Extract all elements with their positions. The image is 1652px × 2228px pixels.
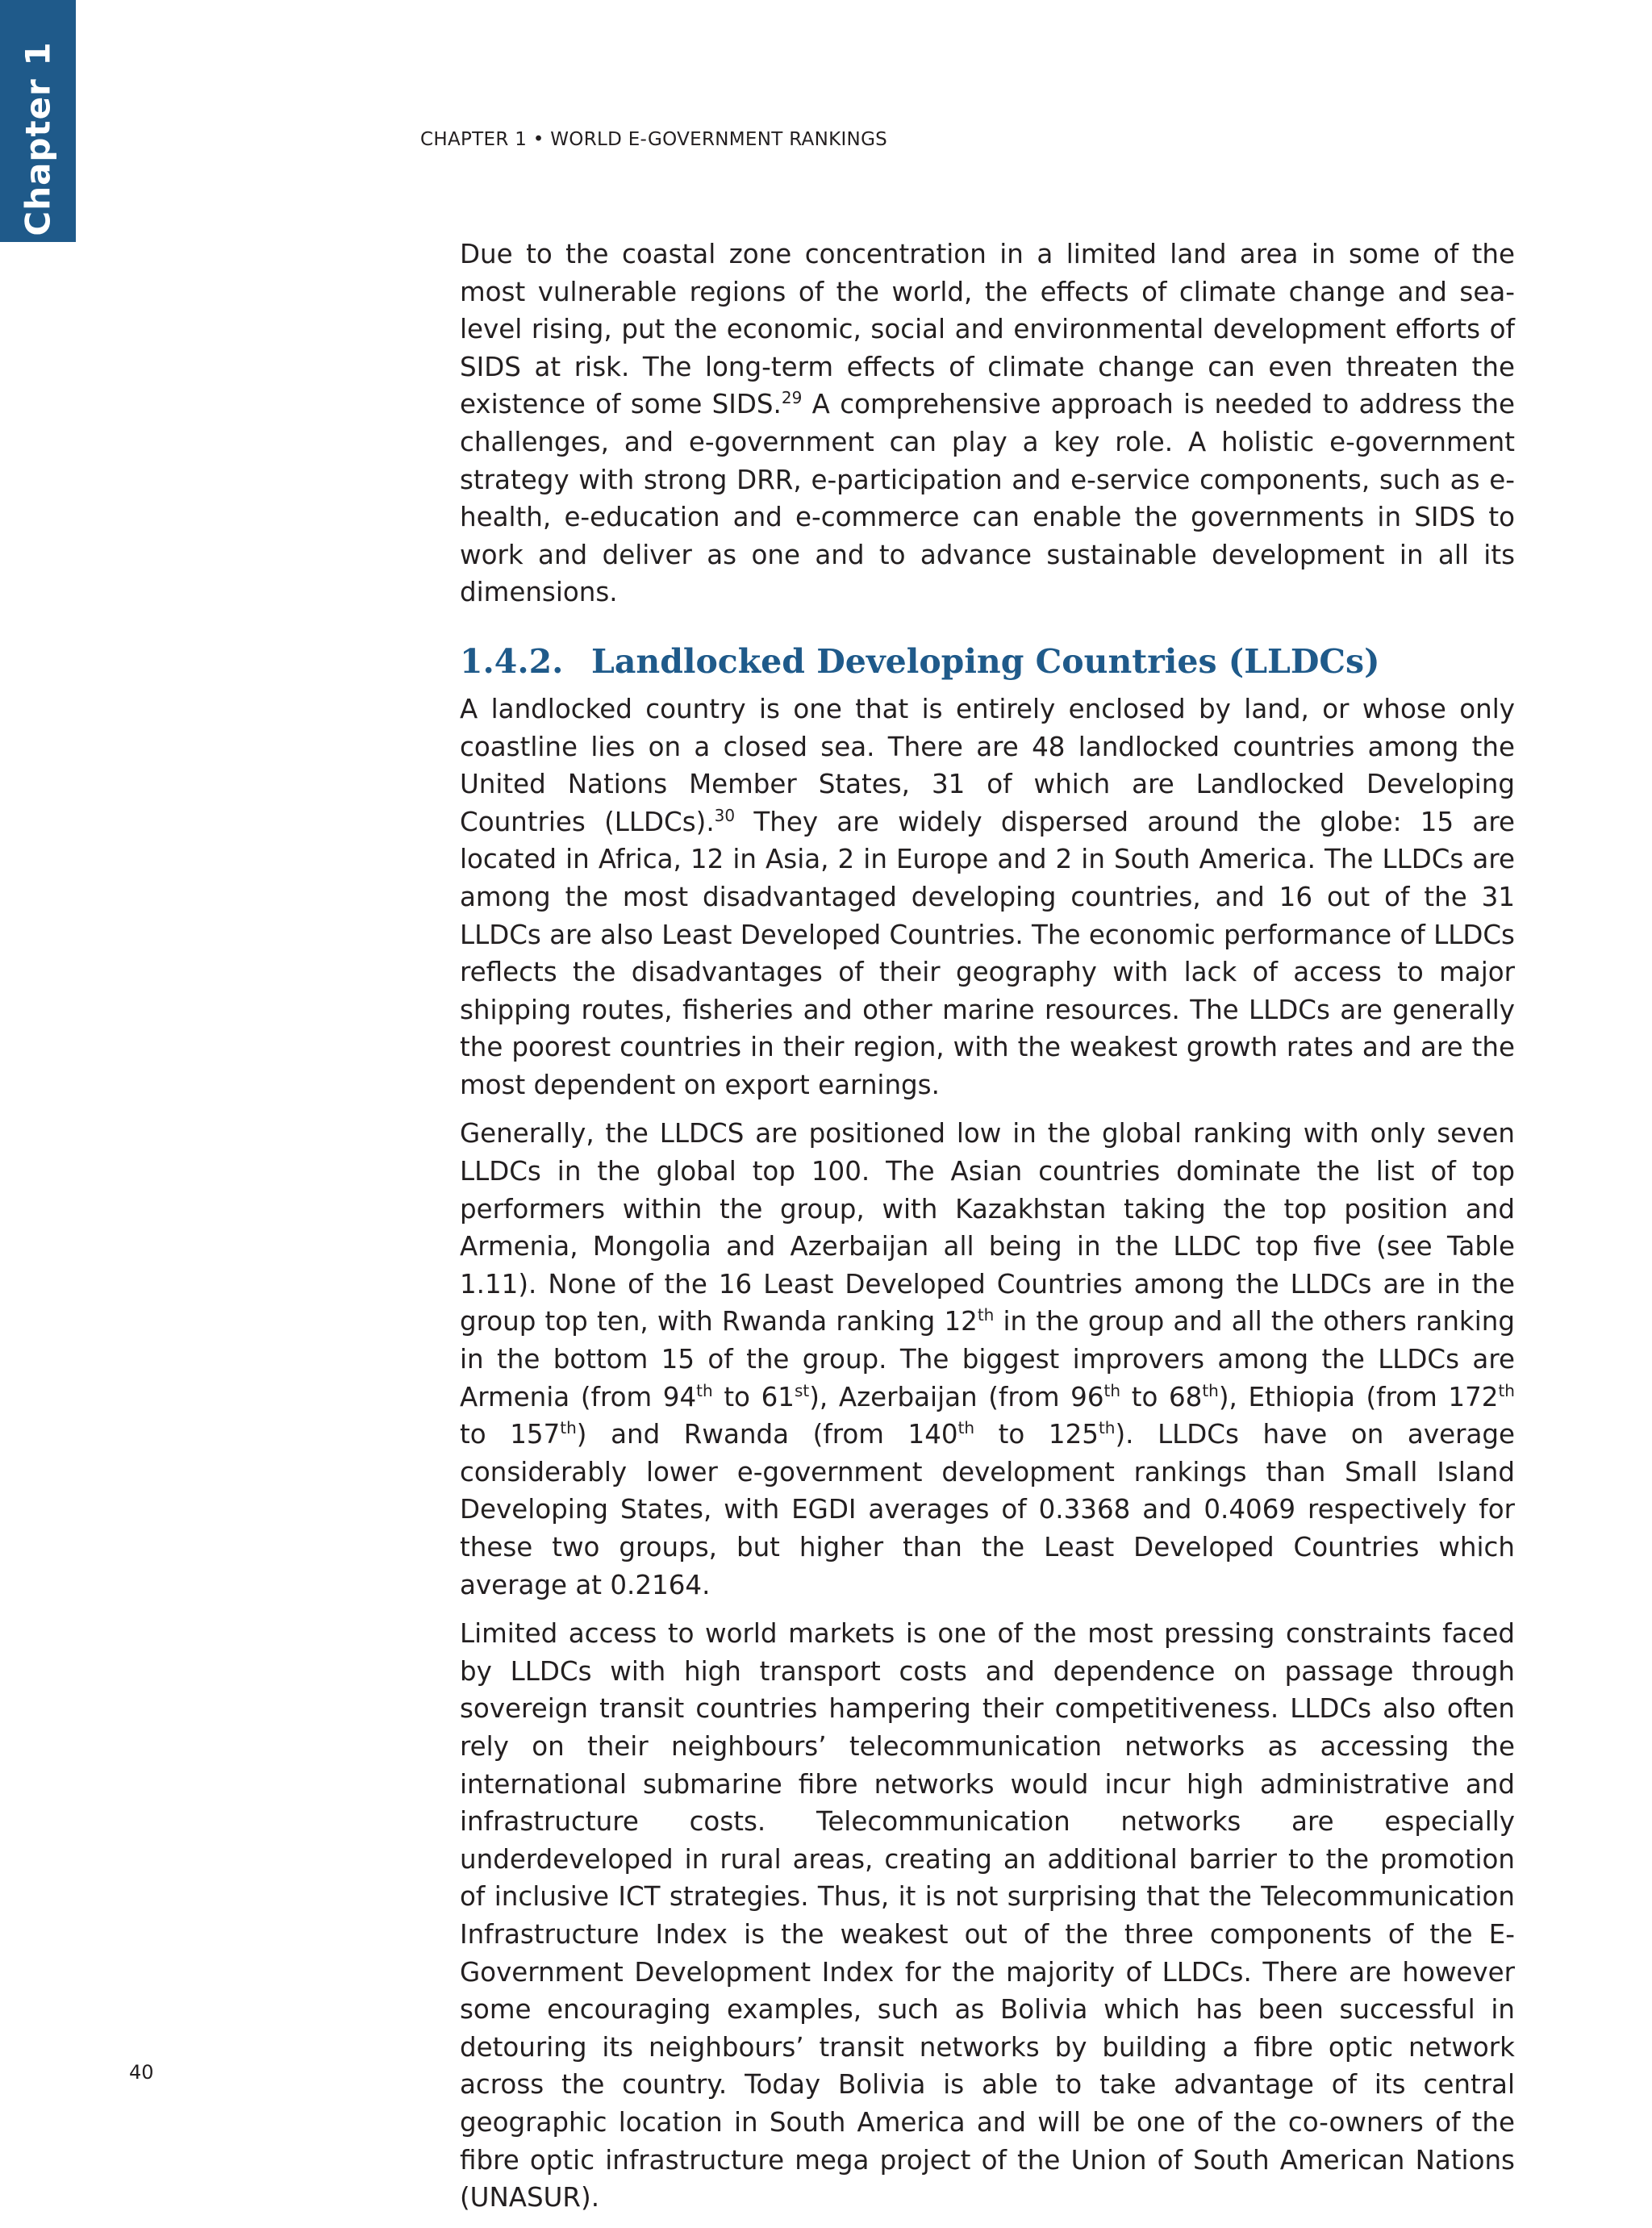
ordinal-suffix: th [1098, 1418, 1116, 1438]
paragraph-text: ) and Rwanda (from 140 [576, 1419, 958, 1450]
paragraph-text: ), Ethiopia (from 172 [1218, 1381, 1499, 1412]
paragraph-text: They are widely dispersed around the globe: 15 are located in Africa, 12 in Asia, 2 in Europe and 2 in South America. The LLDCs are among the most disadvantaged developing countries, and 16 out of the 31 LLDCs are also Least Developed Countries. The economic performance of LLDCs reflects the disadvantages of their geography with lack of access to major shipping routes, fisheries and other marine resources. The LLDCs are generally the poorest countries in their region, with the weakest growth rates and are the most dependent on export earnings. [460, 806, 1515, 1100]
section-number: 1.4.2. [460, 641, 564, 681]
ordinal-suffix: th [977, 1305, 995, 1325]
chapter-tab [0, 0, 76, 242]
footnote-ref-29: 29 [781, 388, 803, 408]
paragraph-landlocked-definition [460, 691, 1515, 1104]
ordinal-suffix: th [560, 1418, 577, 1438]
section-title: Landlocked Developing Countries (LLDCs) [591, 641, 1380, 681]
paragraph-text: in the group and all the others ranking in the bottom 15 of the group. The biggest improvers among the LLDCs are Armenia (from 94 [460, 1306, 1515, 1412]
page-body [460, 236, 1515, 2228]
paragraph-text: ). LLDCs have on average considerably lower e-government development rankings than Small Island Developing States, with EGDI averages of 0.3368 and 0.4069 respectively for these two groups, but higher than the Least Developed Countries which average at 0.2164. [460, 1419, 1515, 1600]
page-number: 40 [129, 2061, 154, 2084]
ordinal-suffix: th [696, 1380, 713, 1400]
paragraph-text: to 68 [1120, 1381, 1203, 1412]
ordinal-suffix: th [1498, 1380, 1515, 1400]
paragraph-text: ), Azerbaijan (from 96 [809, 1381, 1104, 1412]
section-heading [460, 640, 1515, 682]
paragraph-market-access: Limited access to world markets is one of the most pressing constraints faced by LLDCs with high transport costs and dependence on passage through sovereign transit countries hampering their competitiveness. LLDCs also often rely on their neighbours’ telecommunication networks as accessing the international submarine fibre networks would incur high administrative and infrastructure costs. Telecommunication networks are especially underdeveloped in rural areas, creating an additional barrier to the promotion of inclusive ICT strategies. Thus, it is not surprising that the Telecommunication Infrastructure Index is the weakest out of the three components of the E-Government Development Index for the majority of LLDCs. There are however some encouraging examples, such as Bolivia which has been successful in detouring its neighbours’ transit networks by building a fibre optic network across the country. Today Bolivia is able to take advantage of its central geographic location in South America and will be one of the co-owners of the fibre optic infrastructure mega project of the Union of South American Nations (UNASUR). [460, 1618, 1515, 2213]
paragraph-text: to 61 [712, 1381, 795, 1412]
footnote-ref-30: 30 [714, 805, 736, 825]
paragraph-sids-climate [460, 236, 1515, 611]
ordinal-suffix: th [1103, 1380, 1121, 1400]
ordinal-suffix: th [1202, 1380, 1219, 1400]
ordinal-suffix: th [957, 1418, 975, 1438]
chapter-tab-label: Chapter 1 [18, 41, 58, 236]
paragraph-lldc-rankings [460, 1115, 1515, 1604]
paragraph-text: A landlocked country is one that is entirely enclosed by land, or whose only coastline lies on a closed sea. There are 48 landlocked countries among the United Nations Member States, 31 of which are Landlocked Developing Countries (LLDCs). [460, 693, 1515, 837]
paragraph-text: to 157 [460, 1419, 561, 1450]
paragraph-text: A comprehensive approach is needed to address the challenges, and e-government can play a key role. A holistic e-government strategy with strong DRR, e-participation and e-service components, such as e-health, e-education and e-commerce can enable the governments in SIDS to work and deliver as one and to advance sustainable development in all its dimensions. [460, 389, 1515, 608]
paragraph-text: Generally, the LLDCS are positioned low in the global ranking with only seven LLDCs in the global top 100. The Asian countries dominate the list of top performers within the group, with Kazakhstan taking the top position and Armenia, Mongolia and Azerbaijan all being in the LLDC top five (see Table 1.11). None of the 16 Least Developed Countries among the LLDCs are in the group top ten, with Rwanda ranking 12 [460, 1118, 1515, 1337]
running-header: CHAPTER 1 • WORLD E-GOVERNMENT RANKINGS [420, 129, 888, 150]
ordinal-suffix: st [794, 1380, 810, 1400]
paragraph-text: Due to the coastal zone concentration in a limited land area in some of the most vulnerable regions of the world, the effects of climate change and sea-level rising, put the economic, social and environmental development efforts of SIDS at risk. The long-term effects of climate change can even threaten the existence of some SIDS. [460, 239, 1515, 420]
paragraph-text: to 125 [974, 1419, 1099, 1450]
